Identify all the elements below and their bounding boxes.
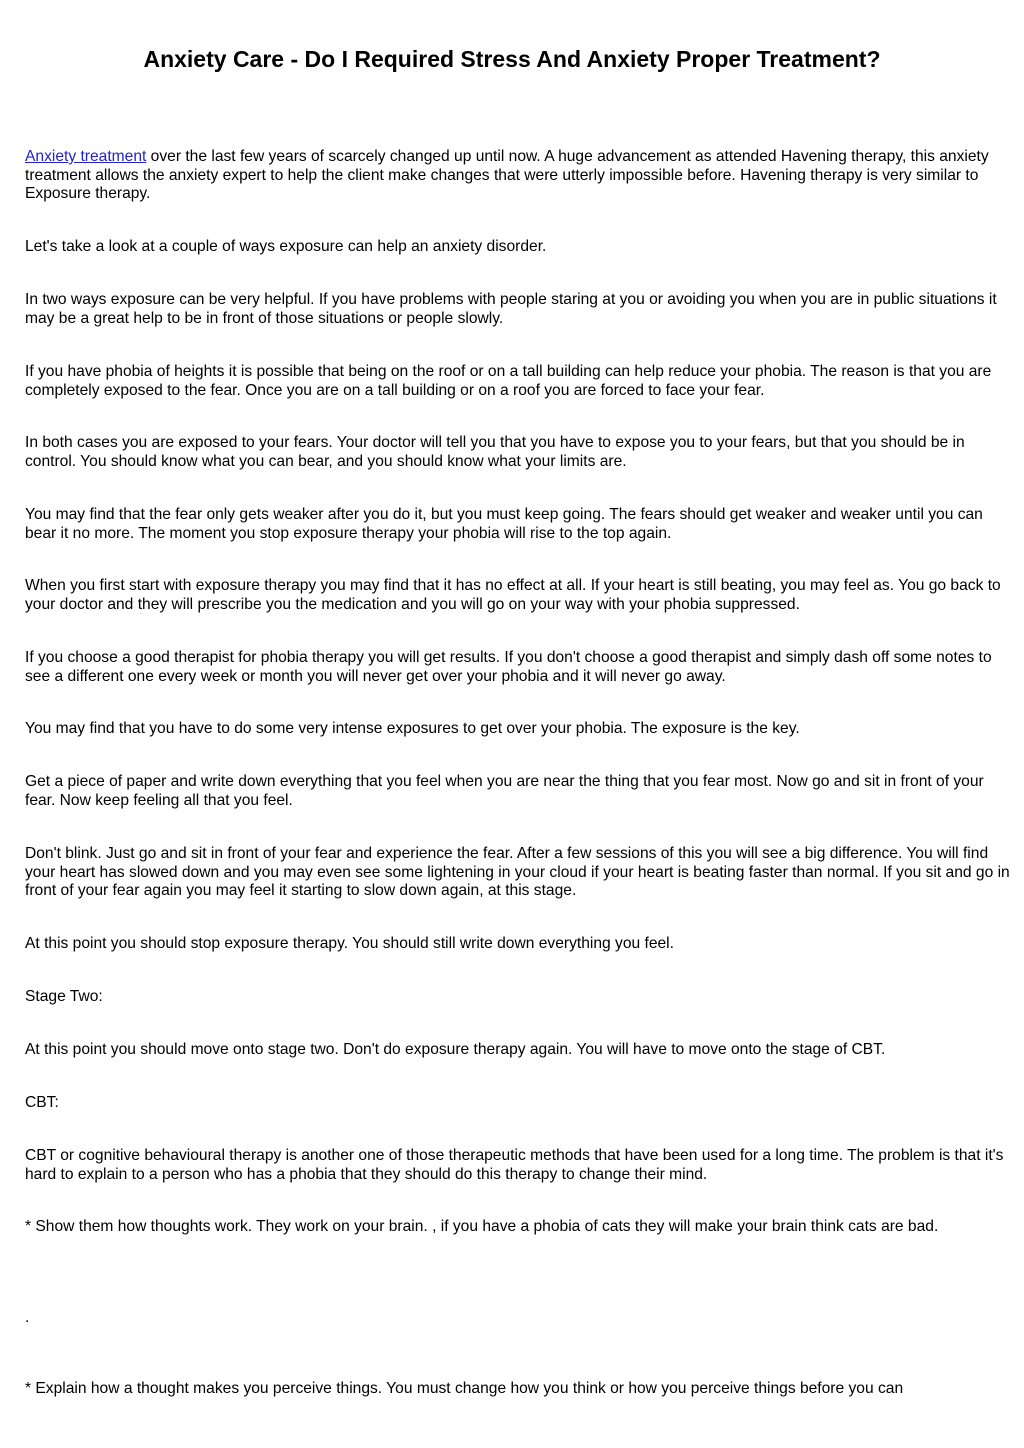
paragraph: Let's take a look at a couple of ways exposure can help an anxiety disorder. [25, 238, 547, 255]
paragraph: You may find that the fear only gets weaker after you do it, but you must keep going. The fears should get weaker and weaker until you can bear it no more. The moment you stop exposure therapy your phobia will rise to the top again. [25, 506, 983, 542]
page-title: Anxiety Care - Do I Required Stress And Anxiety Proper Treatment? [143, 46, 881, 72]
paragraph: In two ways exposure can be very helpful. If you have problems with people staring at you or avoiding you when you are in public situations it may be a great help to be in front of those situations or people slowly. [25, 291, 997, 327]
paragraph: In both cases you are exposed to your fears. Your doctor will tell you that you have to expose you to your fears, but that you should be in control. You should know what you can bear, and you should know what your limits are. [25, 434, 965, 470]
paragraph: . [25, 1309, 30, 1326]
section-heading-stage-two: Stage Two: [25, 988, 103, 1005]
section-heading-cbt: CBT: [25, 1094, 59, 1111]
bullet-paragraph: * Show them how thoughts work. They work on your brain. , if you have a phobia of cats they will make your brain think cats are bad. [25, 1218, 939, 1235]
paragraph: When you first start with exposure therapy you may find that it has no effect at all. If your heart is still beating, you may feel as. You go back to your doctor and they will prescribe you the medication and you will go on your way with your phobia suppressed. [25, 577, 1001, 613]
anxiety-treatment-link[interactable]: Anxiety treatment [25, 148, 147, 165]
paragraph: If you have phobia of heights it is possible that being on the roof or on a tall building can help reduce your phobia. The reason is that you are completely exposed to the fear. Once you are on a tall building or on a roof you are forced to face your fear. [25, 363, 992, 399]
intro-paragraph [25, 148, 1010, 204]
paragraph: Get a piece of paper and write down everything that you feel when you are near the thing that you fear most. Now go and sit in front of your fear. Now keep feeling all that you feel. [25, 773, 984, 809]
paragraph: At this point you should move onto stage two. Don't do exposure therapy again. You will have to move onto the stage of CBT. [25, 1041, 886, 1058]
paragraph: At this point you should stop exposure therapy. You should still write down everything you feel. [25, 935, 674, 952]
paragraph: If you choose a good therapist for phobia therapy you will get results. If you don't choose a good therapist and simply dash off some notes to see a different one every week or month you will never get over your phobia and it will never go away. [25, 649, 992, 685]
paragraph: You may find that you have to do some very intense exposures to get over your phobia. The exposure is the key. [25, 720, 800, 737]
bullet-paragraph: * Explain how a thought makes you perceive things. You must change how you think or how you perceive things before you can [25, 1380, 904, 1397]
paragraph: Don't blink. Just go and sit in front of your fear and experience the fear. After a few sessions of this you will see a big difference. You will find your heart has slowed down and you may even see some lightening in your cloud if your heart is beating faster than normal. If you sit and go in front of your fear again you may feel it starting to slow down again, at this stage. [25, 845, 1010, 900]
intro-text: over the last few years of scarcely changed up until now. A huge advancement as attended Havening therapy, this anxiety treatment allows the anxiety expert to help the client make changes that were utterly impossible before. Havening therapy is very similar to Exposure therapy. [25, 148, 989, 203]
paragraph: CBT or cognitive behavioural therapy is another one of those therapeutic methods that have been used for a long time. The problem is that it's hard to explain to a person who has a phobia that they should do this therapy to change their mind. [25, 1147, 1004, 1183]
